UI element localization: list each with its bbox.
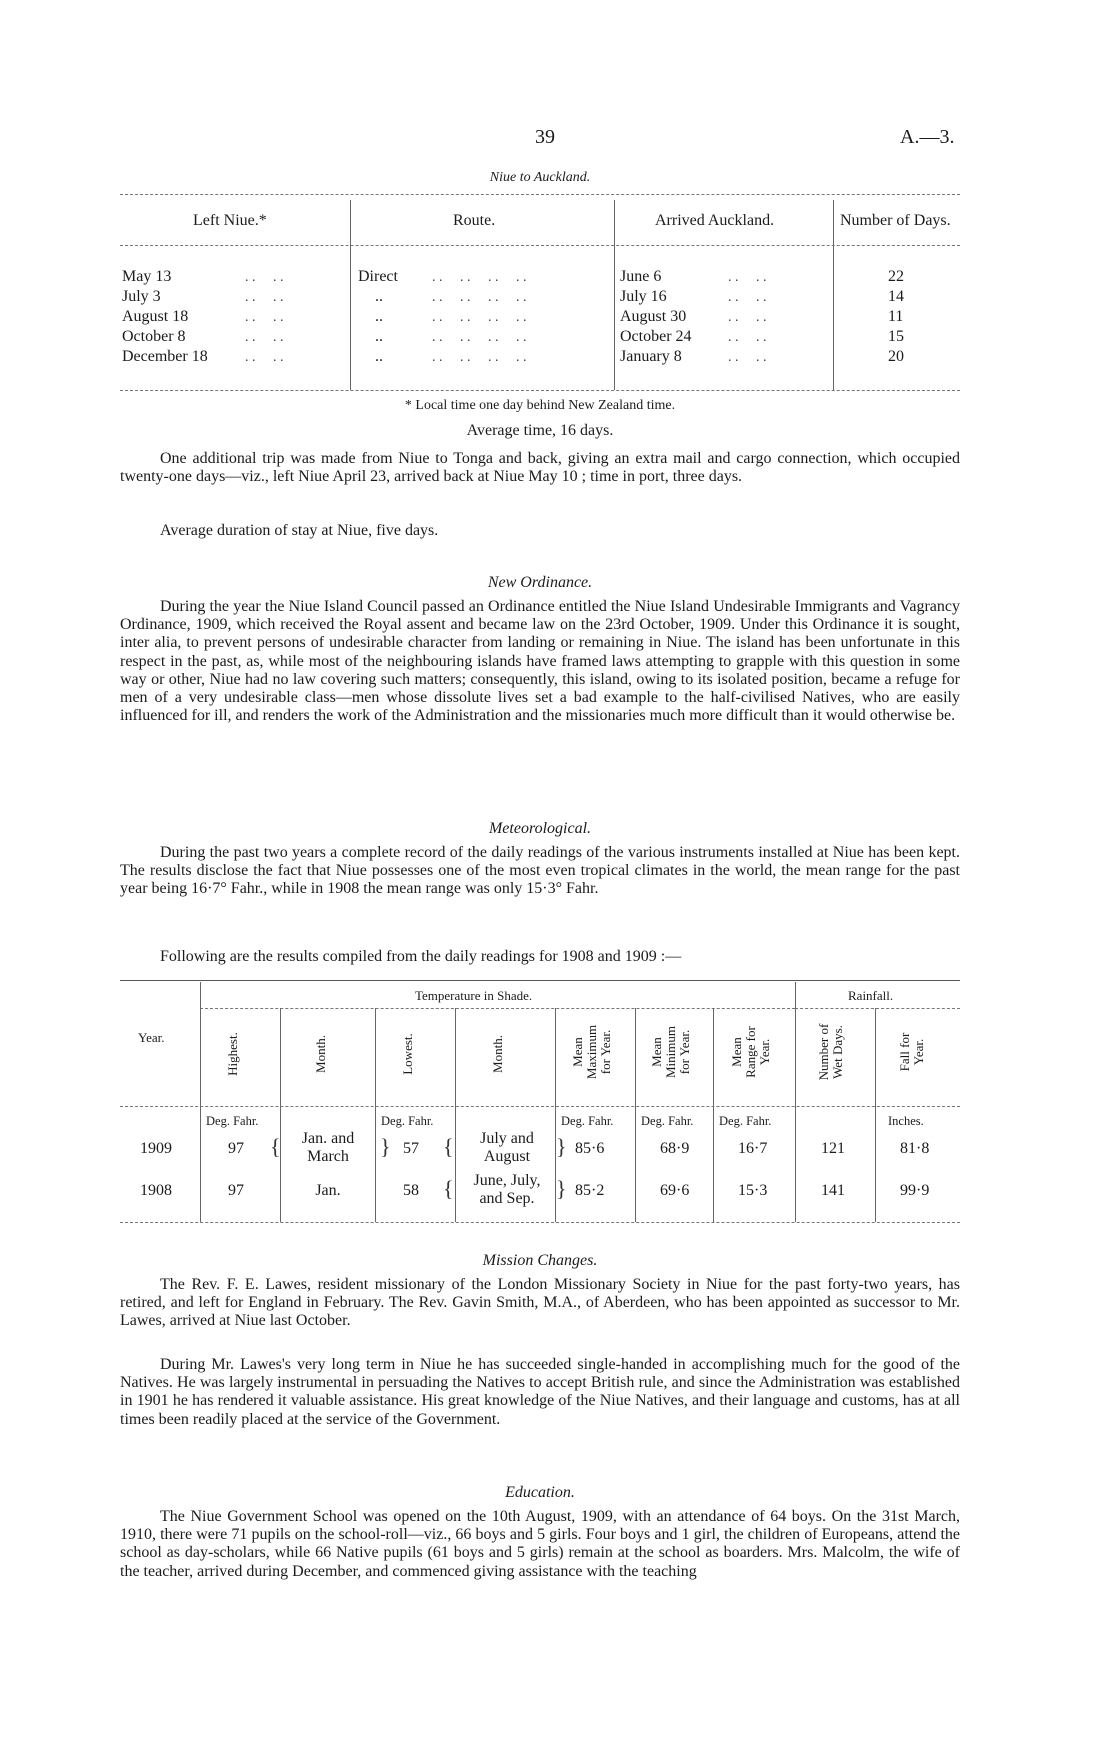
voyage-header-left: Left Niue.* (193, 212, 267, 229)
voyage-header-rule (120, 245, 960, 246)
weather-col-divider (280, 1008, 281, 1222)
average-time: Average time, 16 days. (466, 422, 614, 439)
voyage-left-date: July 3 (122, 288, 161, 305)
weather-col-divider (200, 982, 201, 1222)
document-reference: A.—3. (900, 126, 955, 148)
voyage-left-date: October 8 (122, 328, 186, 345)
header-year: Year. (138, 1030, 165, 1045)
leader-dots: . . . . (728, 270, 767, 285)
cell-mean-max: 85·6 (575, 1140, 605, 1157)
voyage-route: .. (375, 348, 383, 365)
cell-fall: 99·9 (900, 1182, 930, 1199)
temperature-group-header: Temperature in Shade. (415, 988, 533, 1003)
cell-mean-range: 16·7 (738, 1140, 768, 1157)
cell-mean-range: 15·3 (738, 1182, 768, 1199)
paragraph-ordinance: During the year the Niue Island Council passed an Ordinance entitled the Niue Island Undesirable Immigrants and Vagrancy Ordinance, 1909, which received the Royal assent and became law on the 23rd October, 1909. Under this Ordinance it is sought, inter alia, to prevent persons of undesirable character from landing or remaining in Niue. The island has been unfortunate in this respect in the past, as, while most of the neighbouring islands have framed laws attempting to grapple with this question in some way or other, Niue had no law covering such matters; consequently, this island, owing to its isolated position, became a refuge for men of a very undesirable class—men whose dissolute lives set a bad example to the half-civilised Natives, who are easily influenced for ill, and renders the work of the Administration and the missionaries much more difficult than it would otherwise be. (120, 598, 960, 725)
header-month-high: Month. (313, 1035, 328, 1073)
unit-mean-max: Deg. Fahr. (561, 1114, 614, 1128)
weather-col-divider (375, 1008, 376, 1222)
brace-icon: { (270, 1134, 281, 1159)
voyage-arrived-date: October 24 (620, 328, 692, 345)
weather-header-rule (120, 1106, 960, 1107)
unit-lowest: Deg. Fahr. (381, 1114, 434, 1128)
leader-dots: . . . . (245, 330, 284, 345)
cell-mean-max: 85·2 (575, 1182, 605, 1199)
rainfall-group-rule (795, 1008, 960, 1009)
voyage-arrived-date: June 6 (620, 268, 662, 285)
page-number: 39 (535, 126, 555, 148)
voyage-table-top-rule (120, 194, 960, 195)
brace-icon: } (556, 1134, 567, 1159)
section-title-education: Education. (505, 1484, 575, 1501)
header-mean-minimum: Mean Minimum for Year. (649, 1026, 692, 1079)
voyage-route: .. (375, 328, 383, 345)
header-month-low: Month. (490, 1035, 505, 1073)
cell-month-high: Jan. and March (301, 1130, 355, 1165)
brace-icon: { (443, 1176, 454, 1201)
paragraph-average-stay: Average duration of stay at Niue, five days. (160, 522, 439, 539)
header-lowest: Lowest. (400, 1033, 415, 1075)
voyage-days: 11 (888, 308, 904, 325)
cell-lowest: 58 (403, 1182, 419, 1199)
leader-dots: . . . . (728, 350, 767, 365)
brace-icon: { (443, 1134, 454, 1159)
leader-dots: . . . . (728, 290, 767, 305)
voyage-header-arrived: Arrived Auckland. (655, 212, 775, 229)
voyage-days: 20 (888, 348, 904, 365)
unit-fall: Inches. (888, 1114, 924, 1128)
weather-col-divider (713, 1008, 714, 1222)
unit-mean-min: Deg. Fahr. (641, 1114, 694, 1128)
weather-table-bottom-rule (120, 1222, 960, 1223)
voyage-days: 15 (888, 328, 904, 345)
header-wet-days: Number of Wet Days. (816, 1023, 845, 1081)
voyage-table-bottom-rule (120, 390, 960, 391)
paragraph-extra-trip: One additional trip was made from Niue to Tonga and back, giving an extra mail and cargo connection, which occupied twenty-one days—viz., left Niue April 23, arrived back at Niue May 10 ; time in port, three days. (120, 450, 960, 486)
paragraph-meteorological: During the past two years a complete record of the daily readings of the various instruments installed at Niue has been kept. The results disclose the fact that Niue possesses one of the most even tropical climates in the world, the mean range for the past year being 16·7° Fahr., while in 1908 the mean range was only 15·3° Fahr. (120, 844, 960, 898)
leader-dots: . . . . (245, 310, 284, 325)
voyage-left-date: December 18 (122, 348, 208, 365)
paragraph-mission-2: During Mr. Lawes's very long term in Niue he has succeeded single-handed in accomplishing much for the good of the Natives. He was largely instrumental in persuading the Natives to accept British rule, and since the Administration was established in 1901 he has rendered it valuable assistance. His great knowledge of the Niue Natives, and their language and customs, has at all times been readily placed at the service of the Government. (120, 1356, 960, 1428)
voyage-col-divider-2 (614, 200, 615, 390)
voyage-col-divider-1 (350, 200, 351, 390)
section-title-ordinance: New Ordinance. (487, 574, 593, 591)
section-title-meteorological: Meteorological. (488, 820, 592, 837)
leader-dots: . . . . . . . . (432, 290, 527, 305)
cell-month-low: June, July, and Sep. (473, 1172, 541, 1207)
cell-fall: 81·8 (900, 1140, 930, 1157)
voyage-header-route: Route. (453, 212, 496, 229)
voyage-left-date: May 13 (122, 268, 172, 285)
weather-table-top-rule (120, 980, 960, 981)
voyage-days: 22 (888, 268, 904, 285)
weather-col-divider (795, 982, 796, 1222)
voyage-route: .. (375, 288, 383, 305)
leader-dots: . . . . (245, 350, 284, 365)
cell-mean-min: 69·6 (660, 1182, 690, 1199)
voyage-days: 14 (888, 288, 904, 305)
cell-highest: 97 (228, 1182, 244, 1199)
leader-dots: . . . . (245, 270, 284, 285)
header-highest: Highest. (225, 1032, 240, 1076)
voyage-arrived-date: July 16 (620, 288, 667, 305)
cell-lowest: 57 (403, 1140, 419, 1157)
voyage-footnote: * Local time one day behind New Zealand time. (404, 398, 676, 413)
header-fall-for-year: Fall for Year. (897, 1032, 926, 1072)
weather-col-divider (635, 1008, 636, 1222)
paragraph-education: The Niue Government School was opened on the 10th August, 1909, with an attendance of 64 boys. On the 31st March, 1910, there were 71 pupils on the school-roll—viz., 66 boys and 5 girls. Four boys and 1 girl, the children of Europeans, attend the school as day-scholars, while 66 Native pupils (61 boys and 5 girls) remain at the school as boarders. Mrs. Malcolm, the wife of the teacher, arrived during December, and commenced giving assistance with the teaching (120, 1508, 960, 1580)
paragraph-mission-1: The Rev. F. E. Lawes, resident missionary of the London Missionary Society in Niue for the past forty-two years, has retired, and left for England in February. The Rev. Gavin Smith, M.A., of Aberdeen, who has been appointed as successor to Mr. Lawes, arrived at Niue last October. (120, 1276, 960, 1330)
rainfall-group-header: Rainfall. (848, 988, 894, 1003)
leader-dots: . . . . (245, 290, 284, 305)
unit-highest: Deg. Fahr. (206, 1114, 259, 1128)
leader-dots: . . . . . . . . (432, 270, 527, 285)
leader-dots: . . . . . . . . (432, 330, 527, 345)
cell-wet-days: 121 (821, 1140, 845, 1157)
voyage-route: Direct (358, 268, 398, 285)
header-mean-maximum: Mean Maximum for Year. (570, 1024, 613, 1080)
cell-month-high: Jan. (315, 1182, 341, 1199)
cell-month-low: July and August (480, 1130, 534, 1165)
leader-dots: . . . . (728, 310, 767, 325)
voyage-table-caption: Niue to Auckland. (489, 170, 591, 185)
unit-mean-range: Deg. Fahr. (719, 1114, 772, 1128)
header-mean-range: Mean Range for Year. (729, 1026, 772, 1078)
brace-icon: } (556, 1176, 567, 1201)
voyage-arrived-date: January 8 (620, 348, 682, 365)
voyage-header-days: Number of Days. (840, 212, 951, 229)
temperature-group-rule (200, 1008, 795, 1009)
voyage-left-date: August 18 (122, 308, 189, 325)
voyage-route: .. (375, 308, 383, 325)
leader-dots: . . . . . . . . (432, 310, 527, 325)
weather-col-divider (875, 1008, 876, 1222)
weather-col-divider (455, 1008, 456, 1222)
leader-dots: . . . . (728, 330, 767, 345)
brace-icon: } (380, 1134, 391, 1159)
leader-dots: . . . . . . . . (432, 350, 527, 365)
cell-highest: 97 (228, 1140, 244, 1157)
cell-year: 1908 (140, 1182, 172, 1199)
voyage-arrived-date: August 30 (620, 308, 687, 325)
cell-mean-min: 68·9 (660, 1140, 690, 1157)
cell-year: 1909 (140, 1140, 172, 1157)
section-title-mission: Mission Changes. (482, 1252, 598, 1269)
voyage-col-divider-3 (833, 200, 834, 390)
cell-wet-days: 141 (821, 1182, 845, 1199)
paragraph-readings-intro: Following are the results compiled from the daily readings for 1908 and 1909 :— (160, 948, 682, 965)
